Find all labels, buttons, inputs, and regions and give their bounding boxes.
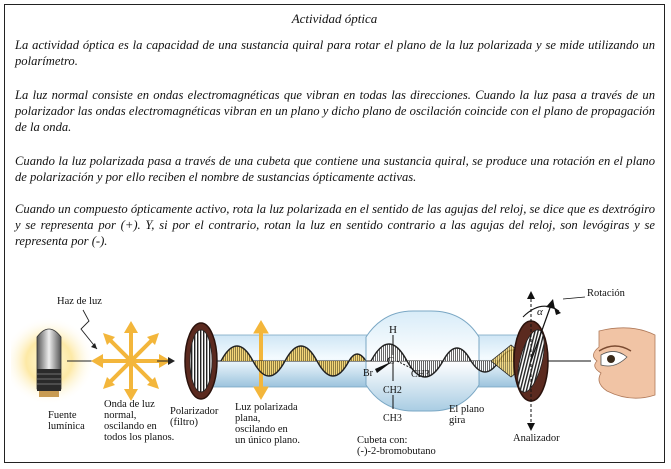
mol-ch2-label: CH2 [383, 385, 402, 396]
label-cubeta-line2: (-)-2-bromobutano [357, 446, 436, 457]
label-polarizador-line1: Polarizador [170, 406, 219, 417]
label-plano-line2: gira [449, 415, 466, 426]
mol-br-label: Br [363, 368, 373, 379]
label-luzpol-line3: oscilando en [235, 424, 288, 435]
paragraph-polarized-light: Cuando la luz polarizada pasa a través de una cubeta que contiene una sustancia quiral, se produce una rotación en el plano de polarización y por ello reciben el nombre de sustancias ópticamente activas. [15, 154, 655, 185]
alpha-label: α [537, 306, 543, 318]
label-luzpol-line1: Luz polarizada [235, 402, 298, 413]
label-cubeta [357, 435, 436, 457]
mol-ch3-label: CH3 [411, 369, 430, 380]
mol-h-label: H [389, 324, 397, 336]
label-fuente [48, 410, 85, 432]
label-onda-normal [104, 399, 174, 443]
polarizer-filter-icon [185, 323, 217, 399]
label-cubeta-line1: Cubeta con: [357, 435, 408, 446]
label-rotacion: Rotación [587, 288, 625, 299]
document-frame [4, 4, 665, 463]
label-fuente-line2: lumínica [48, 421, 85, 432]
paragraph-normal-light: La luz normal consiste en ondas electromagnéticas que vibran en todas las direcciones. Cuando la luz pasa a través de un polarizador las ondas electromagnéticas vibran en un plano y dicho plano de oscilación coincide con el plano de propagación de la onda. [15, 88, 655, 135]
label-haz-de-luz: Haz de luz [57, 296, 102, 307]
label-luzpol-line2: plana, [235, 413, 261, 424]
label-onda-line4: todos los planos. [104, 432, 175, 443]
label-onda-line1: Onda de luz [104, 399, 155, 410]
label-onda-line2: normal, [104, 410, 137, 421]
eye-icon [593, 328, 655, 398]
label-onda-line3: oscilando en [104, 421, 157, 432]
paragraph-definition: La actividad óptica es la capacidad de una sustancia quiral para rotar el plano de la luz polarizada y se mide utilizando un polarímetro. [15, 38, 655, 69]
label-el-plano-gira [449, 404, 484, 426]
label-luzpol-line4: un único plano. [235, 435, 301, 446]
label-polarizador-line2: (filtro) [170, 417, 198, 428]
label-polarizador [170, 406, 218, 428]
label-fuente-line1: Fuente [48, 410, 77, 421]
document-title: Actividad óptica [291, 11, 378, 26]
label-plano-line1: El plano [449, 404, 485, 415]
label-analizador: Analizador [513, 433, 560, 444]
label-luz-polarizada [235, 402, 300, 446]
paragraph-dextro-levo: Cuando un compuesto ópticamente activo, rota la luz polarizada en el sentido de las agujas del reloj, se dice que es dextrógiro y se representa por (+). Y, si por el contrario, rotan la luz en sentido contrario a las agujas del reloj, son levógiras y se representa por (-). [15, 202, 655, 249]
mol-ch3b-label: CH3 [383, 413, 402, 424]
mol-c-label: C [387, 355, 395, 367]
light-source-icon [37, 329, 61, 397]
